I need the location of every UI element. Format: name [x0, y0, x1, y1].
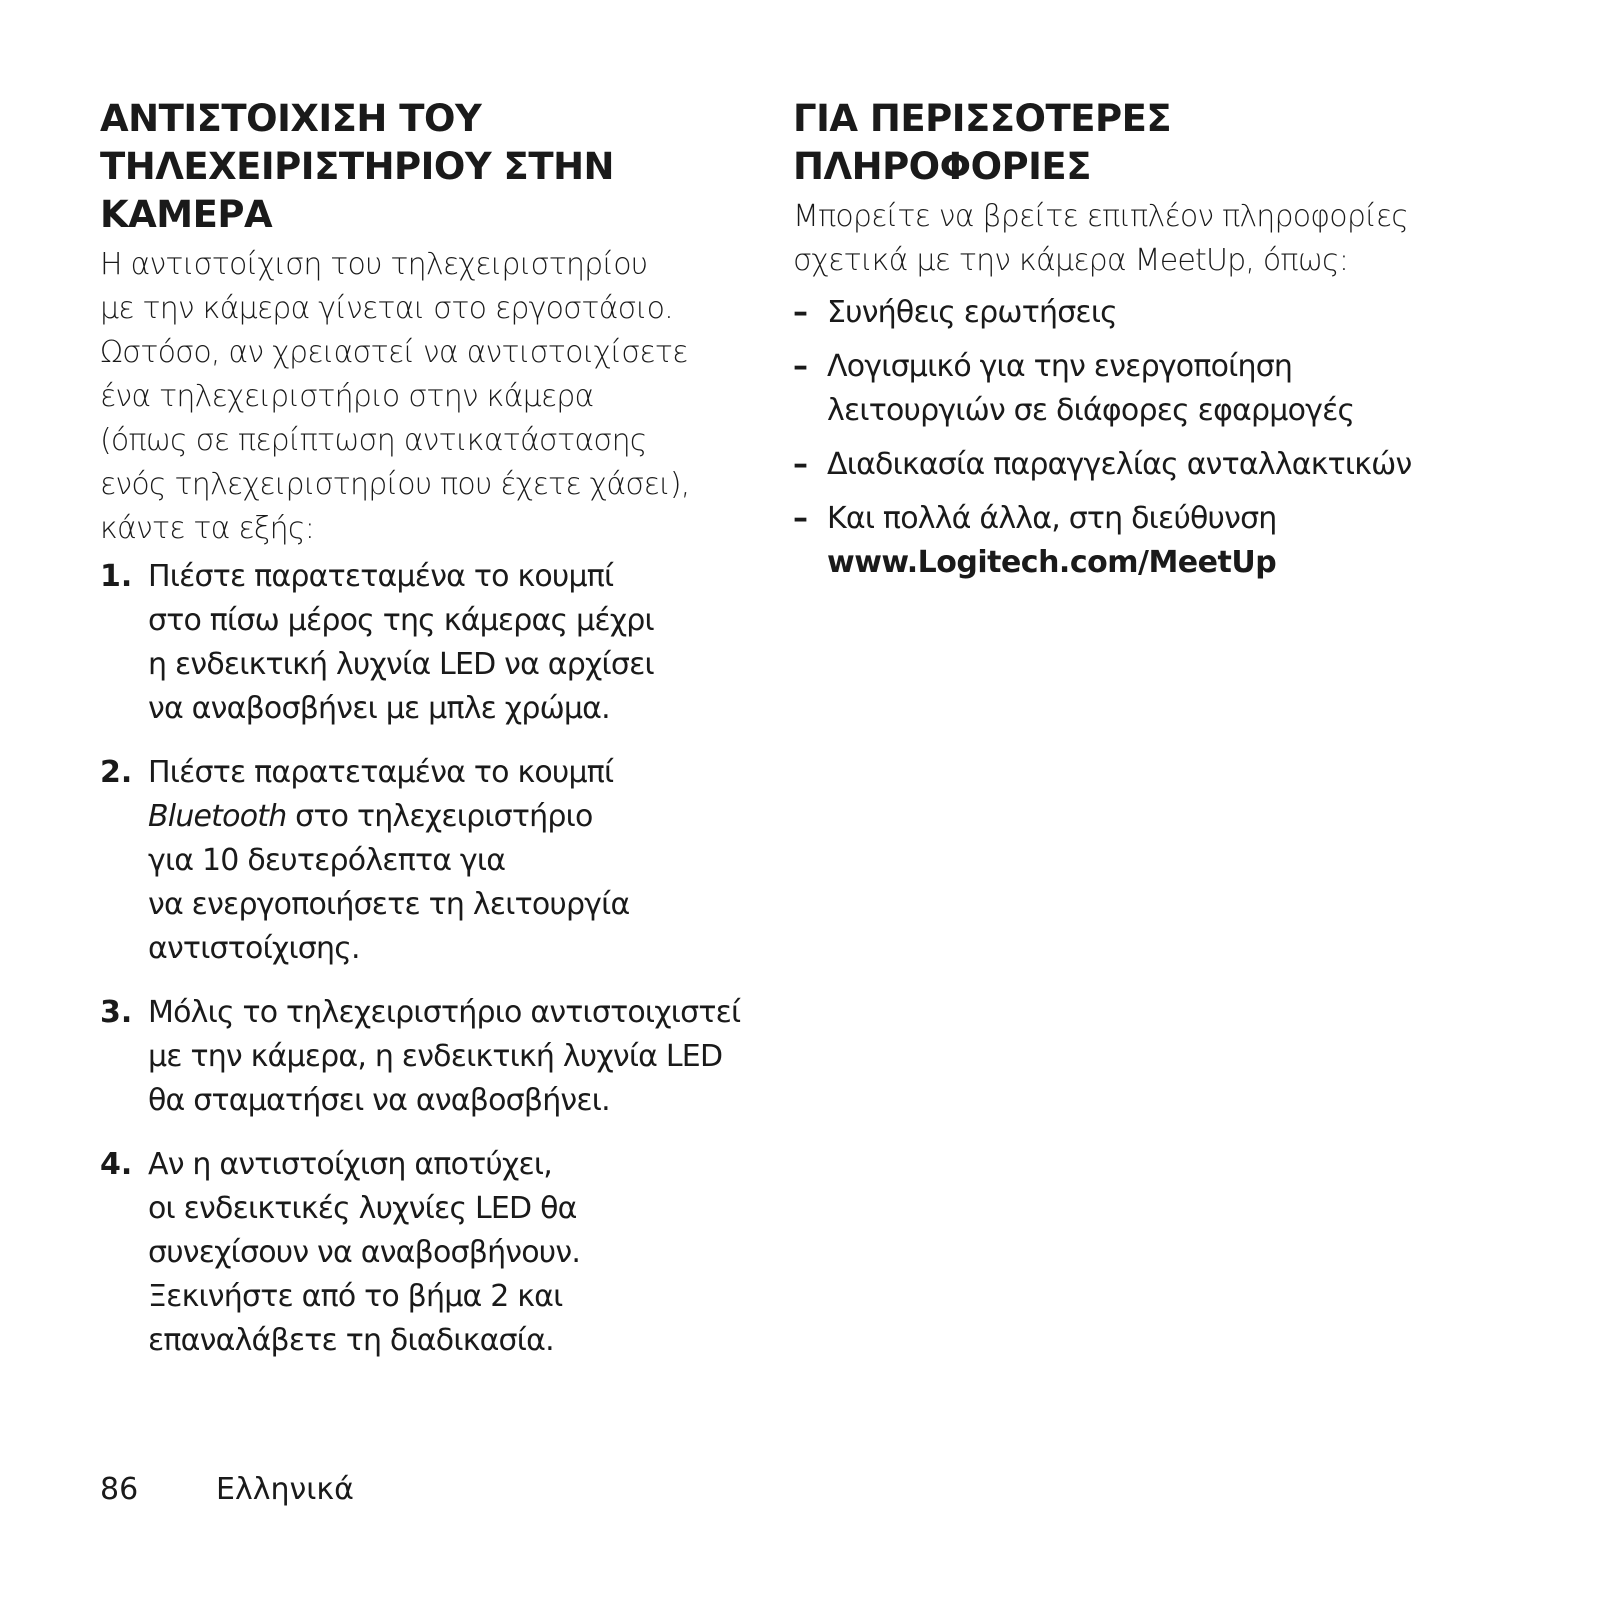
step-number: 3.: [100, 995, 133, 1030]
language-label: Ελληνικά: [216, 1472, 354, 1507]
list-item: – Συνήθεις ερωτήσεις: [793, 291, 1493, 335]
left-column: [100, 95, 760, 1383]
step-item: [100, 751, 760, 971]
step-text: Πιέστε παρατεταμένα το κουμπί στο πίσω μέρος της κάμερας μέχρι η ενδεικτική λυχνία LED να αρχίσει να αναβοσβήνει με μπλε χρώμα.: [148, 559, 654, 726]
dash-bullet-icon: –: [793, 349, 808, 384]
list-item: – Και πολλά άλλα, στη διεύθυνση www.Logitech.com/MeetUp: [793, 497, 1493, 585]
dash-bullet-icon: –: [793, 447, 808, 482]
step-item: [100, 1143, 760, 1363]
step-number: 4.: [100, 1147, 133, 1182]
page-number: 86: [100, 1472, 139, 1507]
step-text: Πιέστε παρατεταμένα το κουμπί Bluetooth στο τηλεχειριστήριο για 10 δευτερόλεπτα για να ενεργοποιήσετε τη λειτουργία αντιστοίχισης.: [148, 755, 630, 966]
section-heading-pairing: ΑΝΤΙΣΤΟΙΧΙΣΗ ΤΟΥ ΤΗΛΕΧΕΙΡΙΣΤΗΡΙΟΥ ΣΤΗΝ ΚΑΜΕΡΑ: [100, 97, 615, 236]
step-number: 1.: [100, 559, 133, 594]
intro-paragraph: Η αντιστοίχιση του τηλεχειριστηρίου με την κάμερα γίνεται στο εργοστάσιο. Ωστόσο, αν χρειαστεί να αντιστοιχίσετε ένα τηλεχειριστήριο στην κάμερα (όπως σε περίπτωση αντικατάστασης ενός τηλεχειριστηρίου που έχετε χάσει), κάντε τα εξής:: [100, 247, 690, 546]
steps-list: [100, 555, 760, 1363]
meetup-url-link[interactable]: www.Logitech.com/MeetUp: [827, 545, 1277, 580]
dash-bullet-icon: –: [793, 501, 808, 536]
step-item: [100, 555, 760, 731]
step-text: Μόλις το τηλεχειριστήριο αντιστοιχιστεί με την κάμερα, η ενδεικτική λυχνία LED θα σταματήσει να αναβοσβήνει.: [148, 995, 741, 1118]
section-heading-more-info: ΓΙΑ ΠΕΡΙΣΣΟΤΕΡΕΣ ΠΛΗΡΟΦΟΡΙΕΣ: [793, 97, 1172, 188]
step-number: 2.: [100, 755, 133, 790]
bluetooth-term: Bluetooth: [148, 799, 287, 834]
info-bullet-list: [793, 291, 1493, 585]
list-item: – Διαδικασία παραγγελίας ανταλλακτικών: [793, 443, 1493, 487]
more-info-intro: Μπορείτε να βρείτε επιπλέον πληροφορίες σχετικά με την κάμερα MeetUp, όπως:: [793, 199, 1409, 278]
dash-bullet-icon: –: [793, 295, 808, 330]
step-item: [100, 991, 760, 1123]
list-item: – Λογισμικό για την ενεργοποίηση λειτουργιών σε διάφορες εφαρμογές: [793, 345, 1493, 433]
right-column: [793, 95, 1493, 595]
page-footer: [100, 1468, 354, 1512]
step-text: Αν η αντιστοίχιση αποτύχει, οι ενδεικτικές λυχνίες LED θα συνεχίσουν να αναβοσβήνουν. Ξεκινήστε από το βήμα 2 και επαναλάβετε τη διαδικασία.: [148, 1147, 581, 1358]
